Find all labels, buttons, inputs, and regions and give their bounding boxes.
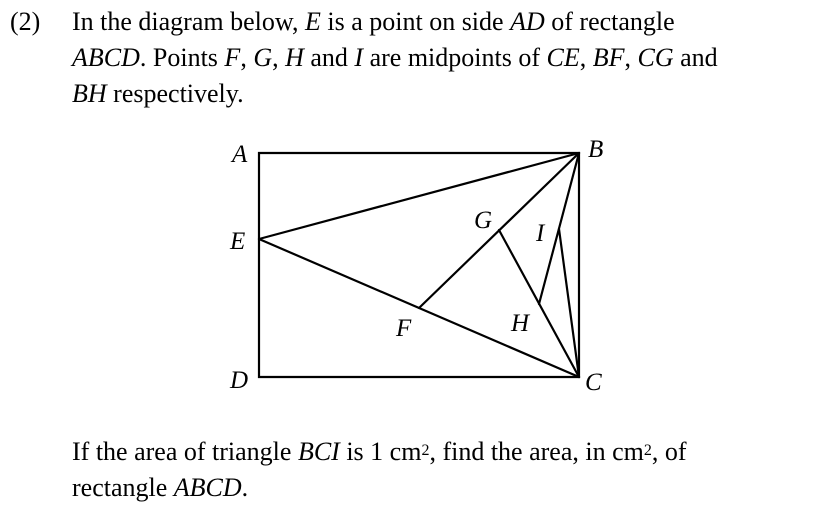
prompt-line-1: If the area of triangle BCI is 1 $cm^2$, find the area, in $cm^2$, of xyxy=(72,437,687,466)
segment-eb xyxy=(259,153,579,239)
label-c: C xyxy=(585,369,602,396)
label-i: I xyxy=(536,220,545,247)
label-h: H xyxy=(511,310,530,337)
prompt-line-2: rectangle ABCD. xyxy=(72,473,249,502)
label-f: F xyxy=(396,315,412,342)
label-a: A xyxy=(232,141,248,168)
segment-ic xyxy=(559,229,579,377)
label-e: E xyxy=(230,228,246,255)
question-prompt xyxy=(72,434,832,506)
question-number: (2) xyxy=(10,7,41,36)
statement-line-1: In the diagram below, E is a point on side AD of rectangle xyxy=(72,7,675,36)
rectangle-abcd xyxy=(259,153,579,377)
label-d: D xyxy=(230,367,249,394)
label-b: B xyxy=(588,136,604,163)
statement-line-3: BH respectively. xyxy=(72,79,244,108)
statement-line-2: ABCD. Points F, G, H and I are midpoints of CE, BF, CG and xyxy=(72,43,718,72)
label-g: G xyxy=(474,207,493,234)
